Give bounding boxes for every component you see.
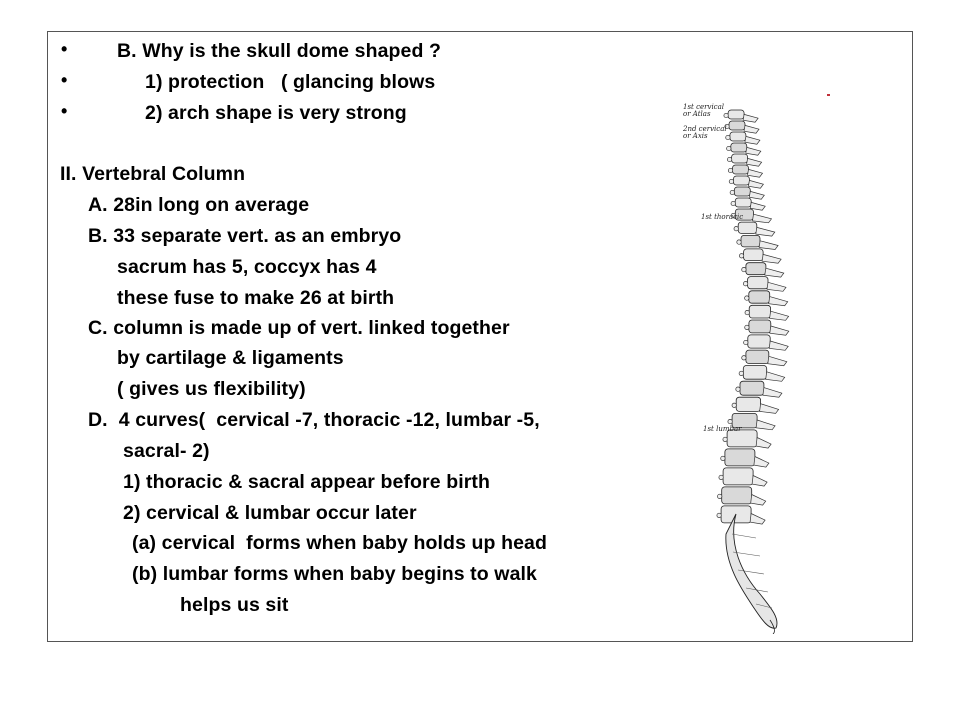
vertebra-knob (731, 201, 735, 205)
vertebra-knob (742, 356, 746, 360)
label-atlas: 1st cervical or Atlas (683, 103, 725, 118)
vertebra (738, 222, 757, 233)
vertebra-process (769, 341, 788, 350)
vertebra (722, 487, 752, 504)
vertebra-process (769, 297, 788, 306)
vertebra-process (748, 180, 763, 188)
vertebra (732, 154, 748, 163)
vertebra-process (749, 191, 764, 199)
vertebra (746, 263, 766, 275)
section-heading: II. Vertebral Column (60, 163, 246, 185)
bullet-dot: • (61, 39, 68, 59)
vertebra-knob (745, 325, 749, 329)
vertebra (749, 305, 770, 318)
vertebra-knob (721, 456, 725, 460)
vertebra-process (760, 404, 779, 414)
vertebra-process (753, 214, 772, 223)
outline-line: C. column is made up of vert. linked together (88, 317, 510, 339)
bullet-line-2: 1) protection ( glancing blows (145, 71, 436, 93)
vertebra-knob (718, 494, 722, 498)
vertebra-knob (727, 146, 731, 150)
vertebra-process (743, 114, 758, 122)
vertebra-knob (723, 437, 727, 441)
vertebra-process (756, 227, 775, 236)
outline-line: D. 4 curves( cervical -7, thoracic -12, lumbar -5, (88, 409, 540, 431)
vertebra-knob (728, 419, 732, 423)
outline-line: 2) cervical & lumbar occur later (123, 502, 417, 524)
outline-line: (b) lumbar forms when baby begins to walk (132, 563, 537, 585)
vertebra (736, 397, 760, 411)
vertebra-knob (745, 296, 749, 300)
vertebra-process (767, 282, 786, 291)
vertebra (749, 291, 770, 303)
outline-line: these fuse to make 26 at birth (117, 287, 395, 309)
vertebra (733, 176, 749, 185)
vertebra-knob (742, 267, 746, 271)
outline-line: helps us sit (180, 594, 289, 616)
vertebral-column-image (672, 94, 842, 634)
vertebra-knob (729, 179, 733, 183)
vertebra-knob (724, 113, 728, 117)
vertebra (730, 132, 746, 141)
vertebra (740, 381, 764, 395)
outline-line: 1) thoracic & sacral appear before birth (123, 471, 491, 493)
vertebra-knob (717, 513, 721, 517)
vertebra-knob (727, 157, 731, 161)
vertebra-process (759, 241, 778, 250)
vertebra-knob (739, 254, 743, 258)
vertebra (746, 350, 769, 363)
vertebra-process (765, 268, 784, 277)
vertebra (731, 143, 747, 152)
vertebra-knob (743, 282, 747, 286)
vertebra (748, 277, 768, 289)
vertebra-knob (734, 227, 738, 231)
vertebra-process (752, 476, 767, 487)
sacrum-shape (726, 514, 777, 628)
vertebra-process (744, 125, 759, 133)
vertebra-process (756, 420, 775, 430)
vertebra-process (770, 311, 789, 320)
vertebra (741, 235, 760, 247)
bullet-line-1: B. Why is the skull dome shaped ? (117, 40, 442, 62)
vertebra-process (754, 457, 769, 468)
vertebra-knob (744, 340, 748, 344)
outline-line: B. 33 separate vert. as an embryo (88, 225, 402, 247)
vertebra-process (748, 169, 763, 177)
vertebra-knob (719, 475, 723, 479)
bullet-line-3: 2) arch shape is very strong (145, 102, 407, 124)
vertebra-process (768, 356, 787, 365)
vertebra (748, 335, 770, 348)
vertebra (734, 187, 750, 196)
outline-line: sacrum has 5, coccyx has 4 (117, 256, 377, 278)
outline-line: A. 28in long on average (88, 194, 310, 216)
vertebra (744, 249, 764, 261)
vertebra-knob (737, 240, 741, 244)
vertebra-process (747, 158, 762, 166)
vertebra (733, 165, 749, 174)
vertebra (735, 198, 751, 207)
vertebra (728, 110, 744, 119)
vertebra (743, 366, 766, 380)
outline-line: ( gives us flexibility) (117, 378, 306, 400)
vertebra (723, 468, 753, 485)
bullet-dot: • (61, 70, 68, 90)
vertebra-knob (739, 371, 743, 375)
vertebra-knob (732, 403, 736, 407)
vertebra (725, 449, 755, 466)
vertebra-process (750, 514, 765, 525)
bullet-dot: • (61, 101, 68, 121)
label-thoracic: 1st thoracic (701, 213, 744, 221)
outline-line: by cartilage & ligaments (117, 347, 344, 369)
vertebra (749, 320, 771, 333)
vertebra-knob (730, 190, 734, 194)
vertebra-process (766, 372, 785, 382)
vertebra (729, 121, 745, 130)
vertebra-process (763, 388, 782, 398)
vertebra-process (762, 254, 781, 263)
vertebra-knob (728, 168, 732, 172)
vertebra-process (770, 326, 789, 335)
outline-line: sacral- 2) (123, 440, 210, 462)
label-lumbar: 1st lumbar (703, 425, 742, 433)
label-axis: 2nd cervical or Axis (683, 125, 727, 140)
vertebra-process (756, 438, 771, 449)
vertebra-knob (736, 387, 740, 391)
vertebra-process (745, 136, 760, 144)
vertebra-knob (745, 310, 749, 314)
vertebra-process (751, 495, 766, 506)
outline-line: (a) cervical forms when baby holds up head (132, 532, 547, 554)
vertebra-process (746, 147, 761, 155)
